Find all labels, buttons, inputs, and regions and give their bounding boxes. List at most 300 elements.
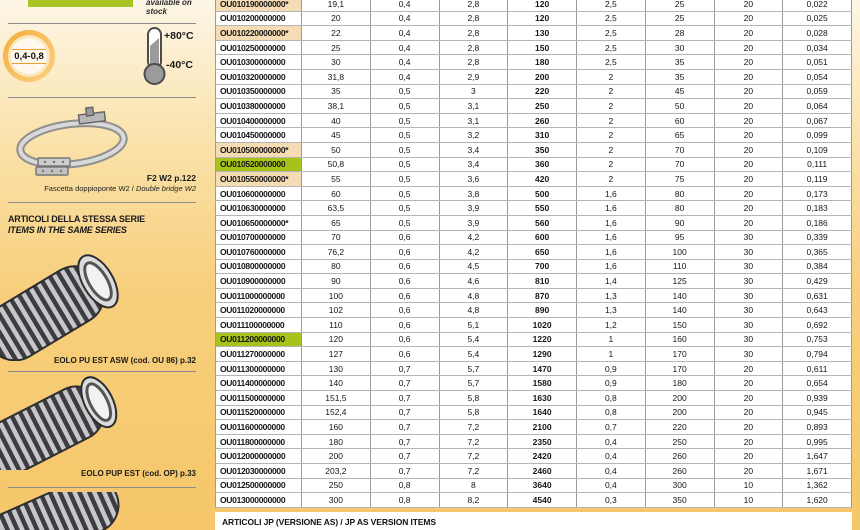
- table-row: [216, 318, 852, 333]
- value-cell: 25: [302, 40, 371, 55]
- product-code-cell: OU010500000000*: [216, 142, 302, 157]
- value-cell: 0,7: [577, 420, 646, 435]
- value-cell: 1220: [508, 332, 577, 347]
- table-row: [216, 0, 852, 11]
- value-cell: 130: [508, 26, 577, 41]
- value-cell: 2420: [508, 449, 577, 464]
- value-cell: 4,6: [439, 274, 508, 289]
- value-cell: 1470: [508, 361, 577, 376]
- value-cell: 8: [439, 478, 508, 493]
- table-row: [216, 449, 852, 464]
- value-cell: 0,692: [783, 318, 852, 333]
- table-row: [216, 405, 852, 420]
- product-code-cell: OU011800000000: [216, 434, 302, 449]
- hose-image-eolo-pup-est: [0, 375, 130, 475]
- value-cell: 0,119: [783, 172, 852, 187]
- value-cell: 0,5: [370, 142, 439, 157]
- value-cell: 20: [714, 99, 783, 114]
- value-cell: 20: [714, 142, 783, 157]
- value-cell: 0,8: [370, 493, 439, 508]
- table-row: [216, 376, 852, 391]
- value-cell: 20: [714, 464, 783, 479]
- value-cell: 0,339: [783, 230, 852, 245]
- table-row: [216, 215, 852, 230]
- product-code-cell: OU010550000000*: [216, 172, 302, 187]
- value-cell: 0,6: [370, 230, 439, 245]
- value-cell: 0,643: [783, 303, 852, 318]
- value-cell: 160: [302, 420, 371, 435]
- value-cell: 30: [714, 303, 783, 318]
- value-cell: 250: [508, 99, 577, 114]
- value-cell: 3640: [508, 478, 577, 493]
- value-cell: 0,5: [370, 186, 439, 201]
- value-cell: 70: [645, 157, 714, 172]
- next-section-title: ARTICOLI JP (VERSIONE AS) / JP AS VERSION ITEMS: [222, 517, 436, 527]
- product-code-cell: OU011300000000: [216, 361, 302, 376]
- value-cell: 0,365: [783, 245, 852, 260]
- product-code-cell: OU012500000000: [216, 478, 302, 493]
- value-cell: 3: [439, 84, 508, 99]
- value-cell: 20: [714, 405, 783, 420]
- value-cell: 2350: [508, 434, 577, 449]
- value-cell: 2,8: [439, 40, 508, 55]
- value-cell: 0,7: [370, 405, 439, 420]
- value-cell: 2: [577, 128, 646, 143]
- value-cell: 45: [645, 84, 714, 99]
- value-cell: 3,1: [439, 113, 508, 128]
- value-cell: 0,384: [783, 259, 852, 274]
- value-cell: 0,5: [370, 128, 439, 143]
- value-cell: 102: [302, 303, 371, 318]
- value-cell: 0,9: [577, 376, 646, 391]
- product-code-cell: OU012000000000: [216, 449, 302, 464]
- value-cell: 1: [577, 347, 646, 362]
- value-cell: 10: [714, 478, 783, 493]
- value-cell: 0,067: [783, 113, 852, 128]
- product-code-cell: OU012030000000: [216, 464, 302, 479]
- value-cell: 0,3: [577, 493, 646, 508]
- clamp-image: [10, 106, 135, 183]
- product-code-cell: OU011520000000: [216, 405, 302, 420]
- table-row: [216, 55, 852, 70]
- product-code-cell: OU010400000000: [216, 113, 302, 128]
- table-row: [216, 186, 852, 201]
- value-cell: 0,6: [370, 303, 439, 318]
- value-cell: 1,620: [783, 493, 852, 508]
- value-cell: 151,5: [302, 391, 371, 406]
- table-row: [216, 99, 852, 114]
- product-code-cell: OU010760000000: [216, 245, 302, 260]
- value-cell: 20: [714, 172, 783, 187]
- value-cell: 120: [508, 0, 577, 11]
- value-cell: 5,8: [439, 405, 508, 420]
- table-row: [216, 420, 852, 435]
- value-cell: 20: [714, 215, 783, 230]
- value-cell: 2: [577, 113, 646, 128]
- value-cell: 4,8: [439, 288, 508, 303]
- table-row: [216, 391, 852, 406]
- value-cell: 0,6: [370, 274, 439, 289]
- value-cell: 3,8: [439, 186, 508, 201]
- value-cell: 260: [645, 464, 714, 479]
- product-code-cell: OU011500000000: [216, 391, 302, 406]
- value-cell: 20: [714, 113, 783, 128]
- value-cell: 20: [714, 420, 783, 435]
- value-cell: 20: [714, 84, 783, 99]
- table-row: [216, 113, 852, 128]
- value-cell: 30: [714, 274, 783, 289]
- value-cell: 0,4: [370, 11, 439, 26]
- divider: [8, 202, 196, 203]
- clamp-caption-en: Double bridge W2: [135, 184, 196, 193]
- value-cell: 50: [645, 99, 714, 114]
- table-row: [216, 142, 852, 157]
- value-cell: 10: [714, 493, 783, 508]
- value-cell: 5,7: [439, 361, 508, 376]
- stock-color-swatch: [28, 0, 133, 7]
- value-cell: 300: [302, 493, 371, 508]
- value-cell: 0,9: [577, 361, 646, 376]
- value-cell: 110: [645, 259, 714, 274]
- series-title-en: ITEMS IN THE SAME SERIES: [8, 225, 127, 235]
- value-cell: 0,611: [783, 361, 852, 376]
- table-row: [216, 201, 852, 216]
- value-cell: 260: [508, 113, 577, 128]
- value-cell: 0,7: [370, 376, 439, 391]
- product-code-cell: OU010450000000: [216, 128, 302, 143]
- value-cell: 260: [645, 449, 714, 464]
- sidebar: [0, 0, 207, 530]
- divider: [8, 371, 196, 372]
- value-cell: 0,099: [783, 128, 852, 143]
- table-row: [216, 332, 852, 347]
- value-cell: 220: [508, 84, 577, 99]
- product-code-cell: OU010220000000*: [216, 26, 302, 41]
- thickness-badge-inner: [11, 38, 47, 74]
- value-cell: 550: [508, 201, 577, 216]
- value-cell: 0,893: [783, 420, 852, 435]
- value-cell: 40: [302, 113, 371, 128]
- value-cell: 180: [508, 55, 577, 70]
- value-cell: 110: [302, 318, 371, 333]
- temp-max-label: +80°C: [164, 30, 194, 42]
- value-cell: 180: [645, 376, 714, 391]
- value-cell: 2,5: [577, 26, 646, 41]
- clamp-caption-it: Fascetta doppioponte W2 /: [44, 184, 136, 193]
- value-cell: 0,5: [370, 157, 439, 172]
- value-cell: 150: [508, 40, 577, 55]
- series-title-it: ARTICOLI DELLA STESSA SERIE: [8, 214, 145, 224]
- value-cell: 0,4: [370, 69, 439, 84]
- value-cell: 3,1: [439, 99, 508, 114]
- value-cell: 250: [302, 478, 371, 493]
- product-spec-table: [215, 0, 852, 508]
- value-cell: 25: [645, 11, 714, 26]
- value-cell: 4540: [508, 493, 577, 508]
- value-cell: 203,2: [302, 464, 371, 479]
- value-cell: 2: [577, 99, 646, 114]
- value-cell: 2100: [508, 420, 577, 435]
- value-cell: 1,6: [577, 230, 646, 245]
- table-row: [216, 245, 852, 260]
- divider: [8, 97, 196, 98]
- value-cell: 0,4: [577, 449, 646, 464]
- product-code-cell: OU011200000000: [216, 332, 302, 347]
- value-cell: 150: [645, 318, 714, 333]
- value-cell: 3,9: [439, 215, 508, 230]
- value-cell: 7,2: [439, 464, 508, 479]
- value-cell: 1,3: [577, 303, 646, 318]
- thickness-badge-ring: [8, 35, 50, 77]
- value-cell: 0,7: [370, 361, 439, 376]
- value-cell: 22: [302, 26, 371, 41]
- value-cell: 95: [645, 230, 714, 245]
- table-row: [216, 40, 852, 55]
- value-cell: 20: [714, 0, 783, 11]
- value-cell: 60: [302, 186, 371, 201]
- value-cell: 0,4: [577, 464, 646, 479]
- value-cell: 90: [302, 274, 371, 289]
- value-cell: 0,6: [370, 288, 439, 303]
- value-cell: 20: [714, 391, 783, 406]
- value-cell: 350: [645, 493, 714, 508]
- value-cell: 0,7: [370, 434, 439, 449]
- value-cell: 0,034: [783, 40, 852, 55]
- value-cell: 0,186: [783, 215, 852, 230]
- value-cell: 1,6: [577, 259, 646, 274]
- product-code-cell: OU010320000000: [216, 69, 302, 84]
- temp-min-label: -40°C: [166, 59, 193, 71]
- value-cell: 0,995: [783, 434, 852, 449]
- value-cell: 0,939: [783, 391, 852, 406]
- product-code-cell: OU010300000000: [216, 55, 302, 70]
- spec-table-wrap: [215, 0, 852, 508]
- value-cell: 4,5: [439, 259, 508, 274]
- value-cell: 350: [508, 142, 577, 157]
- product-code-cell: OU011000000000: [216, 288, 302, 303]
- value-cell: 0,064: [783, 99, 852, 114]
- value-cell: 2: [577, 157, 646, 172]
- value-cell: 200: [508, 69, 577, 84]
- value-cell: 2,8: [439, 0, 508, 11]
- value-cell: 20: [714, 26, 783, 41]
- value-cell: 0,111: [783, 157, 852, 172]
- value-cell: 180: [302, 434, 371, 449]
- table-row: [216, 11, 852, 26]
- value-cell: 870: [508, 288, 577, 303]
- product-code-cell: OU011400000000: [216, 376, 302, 391]
- value-cell: 0,8: [577, 391, 646, 406]
- value-cell: 500: [508, 186, 577, 201]
- value-cell: 0,631: [783, 288, 852, 303]
- table-row: [216, 434, 852, 449]
- value-cell: 0,5: [370, 201, 439, 216]
- value-cell: 1,671: [783, 464, 852, 479]
- value-cell: 100: [302, 288, 371, 303]
- product-code-cell: OU010200000000: [216, 11, 302, 26]
- table-row: [216, 157, 852, 172]
- value-cell: 19,1: [302, 0, 371, 11]
- value-cell: 220: [645, 420, 714, 435]
- value-cell: 560: [508, 215, 577, 230]
- value-cell: 0,183: [783, 201, 852, 216]
- value-cell: 30: [714, 259, 783, 274]
- value-cell: 3,9: [439, 201, 508, 216]
- value-cell: 1630: [508, 391, 577, 406]
- value-cell: 20: [714, 186, 783, 201]
- value-cell: 20: [714, 376, 783, 391]
- value-cell: 1,362: [783, 478, 852, 493]
- value-cell: 1580: [508, 376, 577, 391]
- value-cell: 0,109: [783, 142, 852, 157]
- value-cell: 1,3: [577, 288, 646, 303]
- value-cell: 5,4: [439, 347, 508, 362]
- value-cell: 0,7: [370, 391, 439, 406]
- product-code-cell: OU013000000000: [216, 493, 302, 508]
- value-cell: 1020: [508, 318, 577, 333]
- table-row: [216, 361, 852, 376]
- value-cell: 0,173: [783, 186, 852, 201]
- value-cell: 3,6: [439, 172, 508, 187]
- value-cell: 3,4: [439, 157, 508, 172]
- clamp-caption: [44, 184, 196, 193]
- related-item-caption: EOLO PU EST ASW (cod. OU 86) p.32: [54, 356, 196, 365]
- value-cell: 890: [508, 303, 577, 318]
- value-cell: 5,4: [439, 332, 508, 347]
- value-cell: 30: [714, 347, 783, 362]
- value-cell: 4,8: [439, 303, 508, 318]
- value-cell: 1,6: [577, 215, 646, 230]
- value-cell: 200: [645, 391, 714, 406]
- value-cell: 20: [714, 449, 783, 464]
- value-cell: 2: [577, 142, 646, 157]
- thickness-range: 0,4-0,8: [14, 50, 44, 62]
- divider: [8, 23, 196, 24]
- value-cell: 0,654: [783, 376, 852, 391]
- value-cell: 0,945: [783, 405, 852, 420]
- value-cell: 0,5: [370, 113, 439, 128]
- table-row: [216, 26, 852, 41]
- value-cell: 0,5: [370, 84, 439, 99]
- value-cell: 200: [302, 449, 371, 464]
- value-cell: 80: [302, 259, 371, 274]
- value-cell: 20: [714, 55, 783, 70]
- divider: [8, 487, 196, 488]
- value-cell: 76,2: [302, 245, 371, 260]
- product-code-cell: OU010630000000: [216, 201, 302, 216]
- value-cell: 100: [645, 245, 714, 260]
- product-code-cell: OU011600000000: [216, 420, 302, 435]
- value-cell: 20: [714, 40, 783, 55]
- hose-image-eolo-pu-est-asw: [0, 243, 130, 366]
- value-cell: 152,4: [302, 405, 371, 420]
- value-cell: 5,1: [439, 318, 508, 333]
- product-code-cell: OU010650000000*: [216, 215, 302, 230]
- value-cell: 35: [302, 84, 371, 99]
- value-cell: 1,6: [577, 186, 646, 201]
- table-row: [216, 69, 852, 84]
- value-cell: 0,6: [370, 347, 439, 362]
- value-cell: 0,794: [783, 347, 852, 362]
- value-cell: 0,025: [783, 11, 852, 26]
- value-cell: 4,2: [439, 245, 508, 260]
- value-cell: 20: [714, 201, 783, 216]
- table-row: [216, 478, 852, 493]
- value-cell: 7,2: [439, 420, 508, 435]
- stock-label: available on stock: [146, 0, 192, 16]
- value-cell: 1,6: [577, 245, 646, 260]
- value-cell: 127: [302, 347, 371, 362]
- value-cell: 0,5: [370, 215, 439, 230]
- value-cell: 60: [645, 113, 714, 128]
- value-cell: 0,7: [370, 420, 439, 435]
- value-cell: 2,5: [577, 40, 646, 55]
- value-cell: 140: [302, 376, 371, 391]
- value-cell: 250: [645, 434, 714, 449]
- value-cell: 0,6: [370, 318, 439, 333]
- value-cell: 0,8: [370, 478, 439, 493]
- value-cell: 50: [302, 142, 371, 157]
- value-cell: 5,7: [439, 376, 508, 391]
- value-cell: 2,5: [577, 0, 646, 11]
- value-cell: 3,4: [439, 142, 508, 157]
- value-cell: 300: [645, 478, 714, 493]
- value-cell: 70: [645, 142, 714, 157]
- value-cell: 50,8: [302, 157, 371, 172]
- value-cell: 0,4: [370, 26, 439, 41]
- value-cell: 0,6: [370, 332, 439, 347]
- value-cell: 28: [645, 26, 714, 41]
- product-code-cell: OU010190000000*: [216, 0, 302, 11]
- value-cell: 2: [577, 69, 646, 84]
- value-cell: 30: [645, 40, 714, 55]
- product-code-cell: OU010380000000: [216, 99, 302, 114]
- value-cell: 600: [508, 230, 577, 245]
- value-cell: 0,6: [370, 245, 439, 260]
- value-cell: 0,4: [370, 0, 439, 11]
- value-cell: 2: [577, 84, 646, 99]
- value-cell: 650: [508, 245, 577, 260]
- product-code-cell: OU010350000000: [216, 84, 302, 99]
- value-cell: 20: [714, 128, 783, 143]
- value-cell: 0,4: [577, 478, 646, 493]
- value-cell: 1640: [508, 405, 577, 420]
- value-cell: 1,647: [783, 449, 852, 464]
- value-cell: 0,054: [783, 69, 852, 84]
- value-cell: 1290: [508, 347, 577, 362]
- table-row: [216, 259, 852, 274]
- value-cell: 20: [714, 434, 783, 449]
- table-row: [216, 172, 852, 187]
- value-cell: 170: [645, 347, 714, 362]
- table-row: [216, 288, 852, 303]
- value-cell: 20: [302, 11, 371, 26]
- value-cell: 20: [714, 69, 783, 84]
- value-cell: 30: [714, 318, 783, 333]
- value-cell: 140: [645, 303, 714, 318]
- product-code-cell: OU011100000000: [216, 318, 302, 333]
- value-cell: 55: [302, 172, 371, 187]
- value-cell: 1: [577, 332, 646, 347]
- value-cell: 70: [302, 230, 371, 245]
- value-cell: 2,8: [439, 11, 508, 26]
- value-cell: 0,4: [577, 434, 646, 449]
- value-cell: 3,2: [439, 128, 508, 143]
- value-cell: 160: [645, 332, 714, 347]
- value-cell: 310: [508, 128, 577, 143]
- value-cell: 0,022: [783, 0, 852, 11]
- value-cell: 90: [645, 215, 714, 230]
